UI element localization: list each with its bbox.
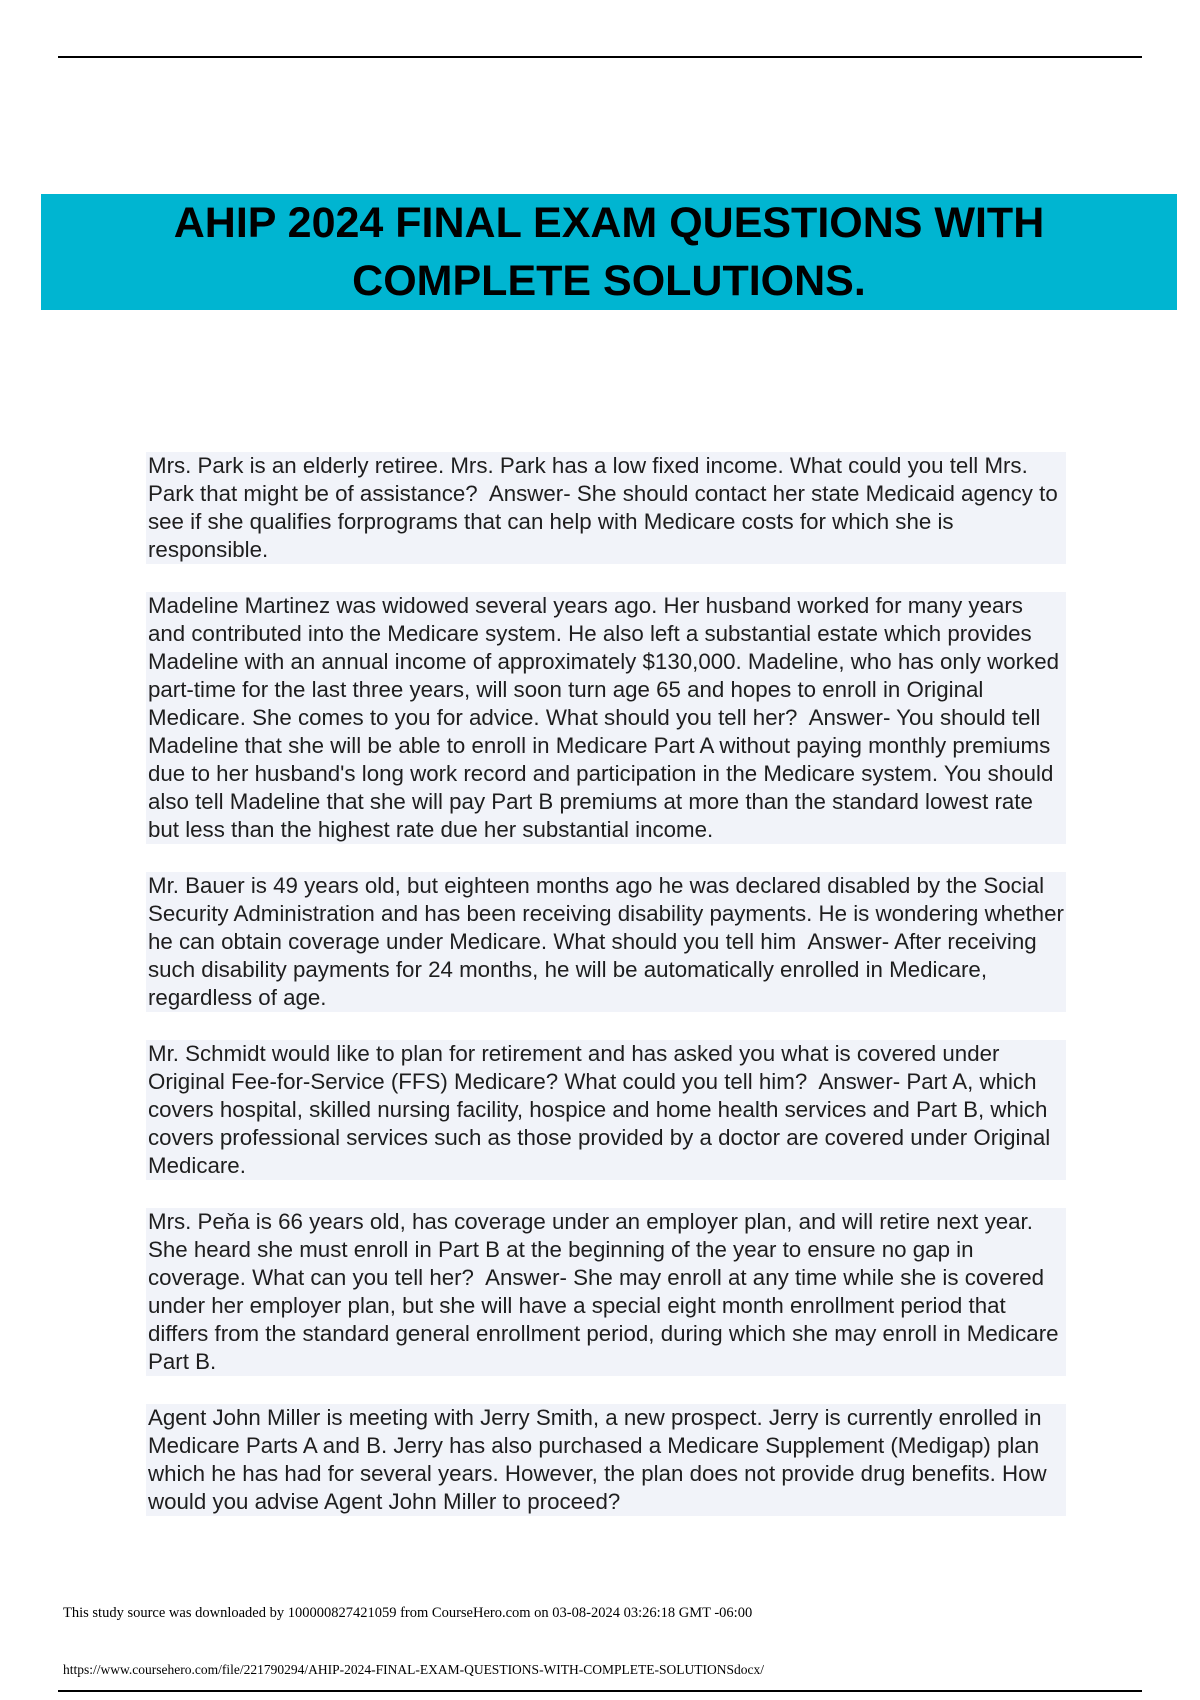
qa-item: [146, 1404, 1066, 1516]
qa-list: [146, 452, 1066, 1544]
question-text: Mr. Bauer is 49 years old, but eighteen months ago he was declared disabled by the Social Security Administration and has been receiving disability payments. He is wondering whether he can obtain coverage under Medicare. What should you tell him: [148, 873, 1064, 954]
answer-text: Answer- Part A, which covers hospital, skilled nursing facility, hospice and home health services and Part B, which covers professional services such as those provided by a doctor are covered under Original Medicare.: [148, 1069, 1051, 1178]
question-text: Mrs. Park is an elderly retiree. Mrs. Park has a low fixed income. What could you tell Mrs. Park that might be of assistance?: [148, 453, 1028, 506]
qa-item: [146, 452, 1066, 564]
question-text: Mrs. Peňa is 66 years old, has coverage under an employer plan, and will retire next year. She heard she must enroll in Part B at the beginning of the year to ensure no gap in coverage. What can you tell her?: [148, 1209, 1033, 1290]
title-line-2: COMPLETE SOLUTIONS.: [352, 257, 866, 305]
bottom-rule: [58, 1690, 1142, 1692]
answer-text: Answer- You should tell Madeline that she will be able to enroll in Medicare Part A without paying monthly premiums due to her husband's long work record and participation in the Medicare system. You should also tell Madeline that she will pay Part B premiums at more than the standard lowest rate but less than the highest rate due her substantial income.: [148, 705, 1054, 842]
top-rule: [58, 56, 1142, 58]
title-line-1: AHIP 2024 FINAL EXAM QUESTIONS WITH: [173, 199, 1045, 247]
title-banner: [41, 194, 1177, 310]
source-notice: This study source was downloaded by 100000827421059 from CourseHero.com on 03-08-2024 03:26:18 GMT -06:00: [63, 1605, 753, 1621]
qa-item: [146, 1208, 1066, 1376]
qa-item: [146, 592, 1066, 844]
question-text: Mr. Schmidt would like to plan for retirement and has asked you what is covered under Original Fee-for-Service (FFS) Medicare? What could you tell him?: [148, 1041, 1000, 1094]
question-text: Agent John Miller is meeting with Jerry Smith, a new prospect. Jerry is currently enrolled in Medicare Parts A and B. Jerry has also purchased a Medicare Supplement (Medigap) plan which he has had for several years. However, the plan does not provide drug benefits. How would you advise Agent John Miller to proceed?: [148, 1405, 1047, 1514]
source-url[interactable]: https://www.coursehero.com/file/221790294/AHIP-2024-FINAL-EXAM-QUESTIONS-WITH-COMPLETE-SOLUTIONSdocx/: [63, 1662, 765, 1677]
qa-item: [146, 1040, 1066, 1180]
answer-text: Answer- She should contact her state Medicaid agency to see if she qualifies forprograms that can help with Medicare costs for which she is responsible.: [148, 481, 1058, 562]
qa-item: [146, 872, 1066, 1012]
answer-text: Answer- After receiving such disability payments for 24 months, he will be automatically enrolled in Medicare, regardless of age.: [148, 929, 1037, 1010]
answer-text: Answer- She may enroll at any time while she is covered under her employer plan, but she will have a special eight month enrollment period that differs from the standard general enrollment period, during which she may enroll in Medicare Part B.: [148, 1265, 1059, 1374]
question-text: Madeline Martinez was widowed several years ago. Her husband worked for many years and contributed into the Medicare system. He also left a substantial estate which provides Madeline with an annual income of approximately $130,000. Madeline, who has only worked part-time for the last three years, will soon turn age 65 and hopes to enroll in Original Medicare. She comes to you for advice. What should you tell her?: [148, 593, 1060, 730]
